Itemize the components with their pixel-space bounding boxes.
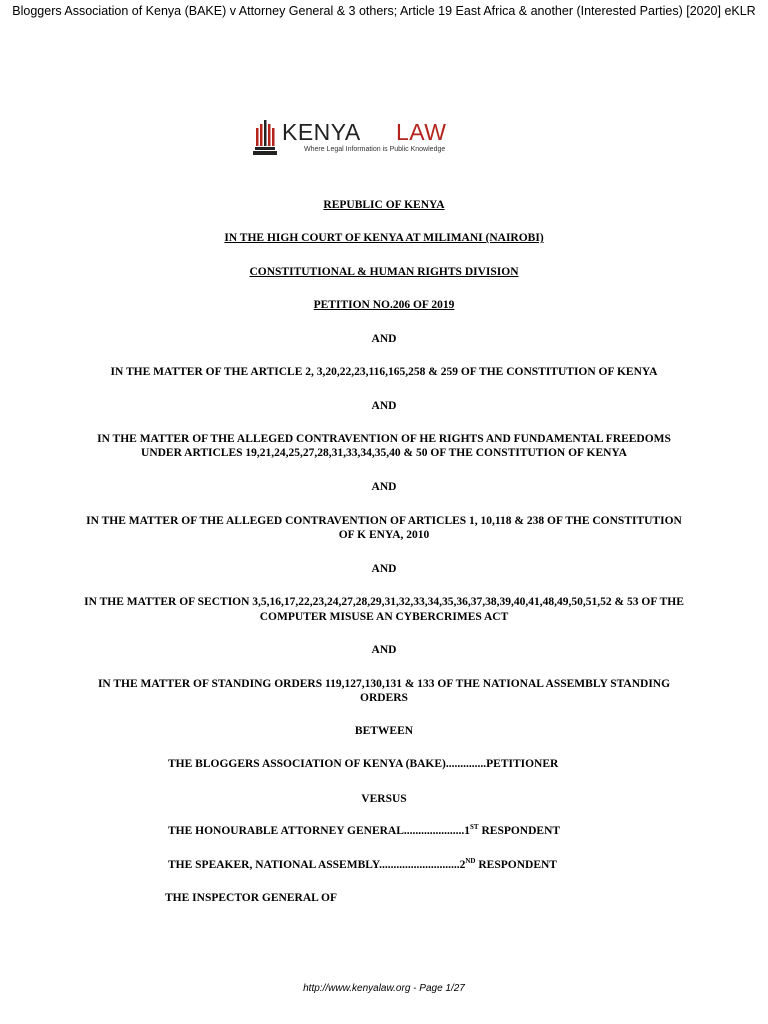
- between-heading: BETWEEN: [354, 725, 414, 737]
- logo-tagline: Where Legal Information is Public Knowledge: [304, 146, 446, 153]
- respondent-1-role: RESPONDENT: [478, 825, 561, 837]
- respondent-3-line: THE INSPECTOR GENERAL OF: [165, 892, 338, 904]
- respondent-1-name: THE HONOURABLE ATTORNEY GENERAL.....................1: [168, 825, 471, 837]
- matter-standing-orders-line-2: ORDERS: [360, 692, 408, 704]
- kenya-law-logo: [252, 116, 467, 160]
- matter-article: IN THE MATTER OF THE ARTICLE 2, 3,20,22,23,116,165,258 & 259 OF THE CONSTITUTION OF KENYA: [110, 366, 658, 378]
- respondent-2-ordinal: ND: [465, 857, 476, 865]
- matter-articles-line-2: OF K ENYA, 2010: [338, 529, 430, 541]
- and-separator: AND: [371, 563, 397, 575]
- republic-heading: REPUBLIC OF KENYA: [323, 199, 445, 211]
- versus-heading: VERSUS: [361, 793, 407, 805]
- respondent-2-line: [168, 859, 557, 871]
- document-header: Bloggers Association of Kenya (BAKE) v Attorney General & 3 others; Article 19 East Africa & another (Interested Parties) [2020] eKLR: [12, 4, 756, 18]
- matter-standing-orders-line-1: IN THE MATTER OF STANDING ORDERS 119,127,130,131 & 133 OF THE NATIONAL ASSEMBLY STANDING: [97, 678, 671, 690]
- logo-law-text: LAW: [396, 119, 447, 145]
- and-separator: AND: [371, 333, 397, 345]
- respondent-1-ordinal: ST: [470, 823, 479, 831]
- petitioner-line: THE BLOGGERS ASSOCIATION OF KENYA (BAKE)..............PETITIONER: [168, 758, 559, 770]
- respondent-2-role: RESPONDENT: [475, 859, 557, 871]
- respondent-1-line: [168, 825, 560, 837]
- respondent-2-name: THE SPEAKER, NATIONAL ASSEMBLY............................2: [168, 859, 466, 871]
- matter-section-line-2: COMPUTER MISUSE AN CYBERCRIMES ACT: [259, 611, 509, 623]
- logo-kenya-text: KENYA: [282, 119, 361, 145]
- and-separator: AND: [371, 481, 397, 493]
- matter-articles-line-1: IN THE MATTER OF THE ALLEGED CONTRAVENTION OF ARTICLES 1, 10,118 & 238 OF THE CONSTITUTION: [86, 515, 682, 527]
- and-separator: AND: [371, 644, 397, 656]
- page-footer: http://www.kenyalaw.org - Page 1/27: [303, 983, 465, 994]
- matter-rights-line-2: UNDER ARTICLES 19,21,24,25,27,28,31,33,34,35,40 & 50 OF THE CONSTITUTION OF KENYA: [141, 447, 627, 459]
- and-separator: AND: [371, 400, 397, 412]
- matter-rights-line-1: IN THE MATTER OF THE ALLEGED CONTRAVENTION OF HE RIGHTS AND FUNDAMENTAL FREEDOMS: [97, 433, 671, 445]
- matter-section-line-1: IN THE MATTER OF SECTION 3,5,16,17,22,23,24,27,28,29,31,32,33,34,35,36,37,38,39,40,41,48,49,50,51,52 & 53 OF THE: [84, 596, 684, 608]
- petition-number: PETITION NO.206 OF 2019: [313, 299, 455, 311]
- pillars-icon: [252, 118, 278, 156]
- division-heading: CONSTITUTIONAL & HUMAN RIGHTS DIVISION: [249, 266, 519, 278]
- court-heading: IN THE HIGH COURT OF KENYA AT MILIMANI (NAIROBI): [224, 232, 544, 244]
